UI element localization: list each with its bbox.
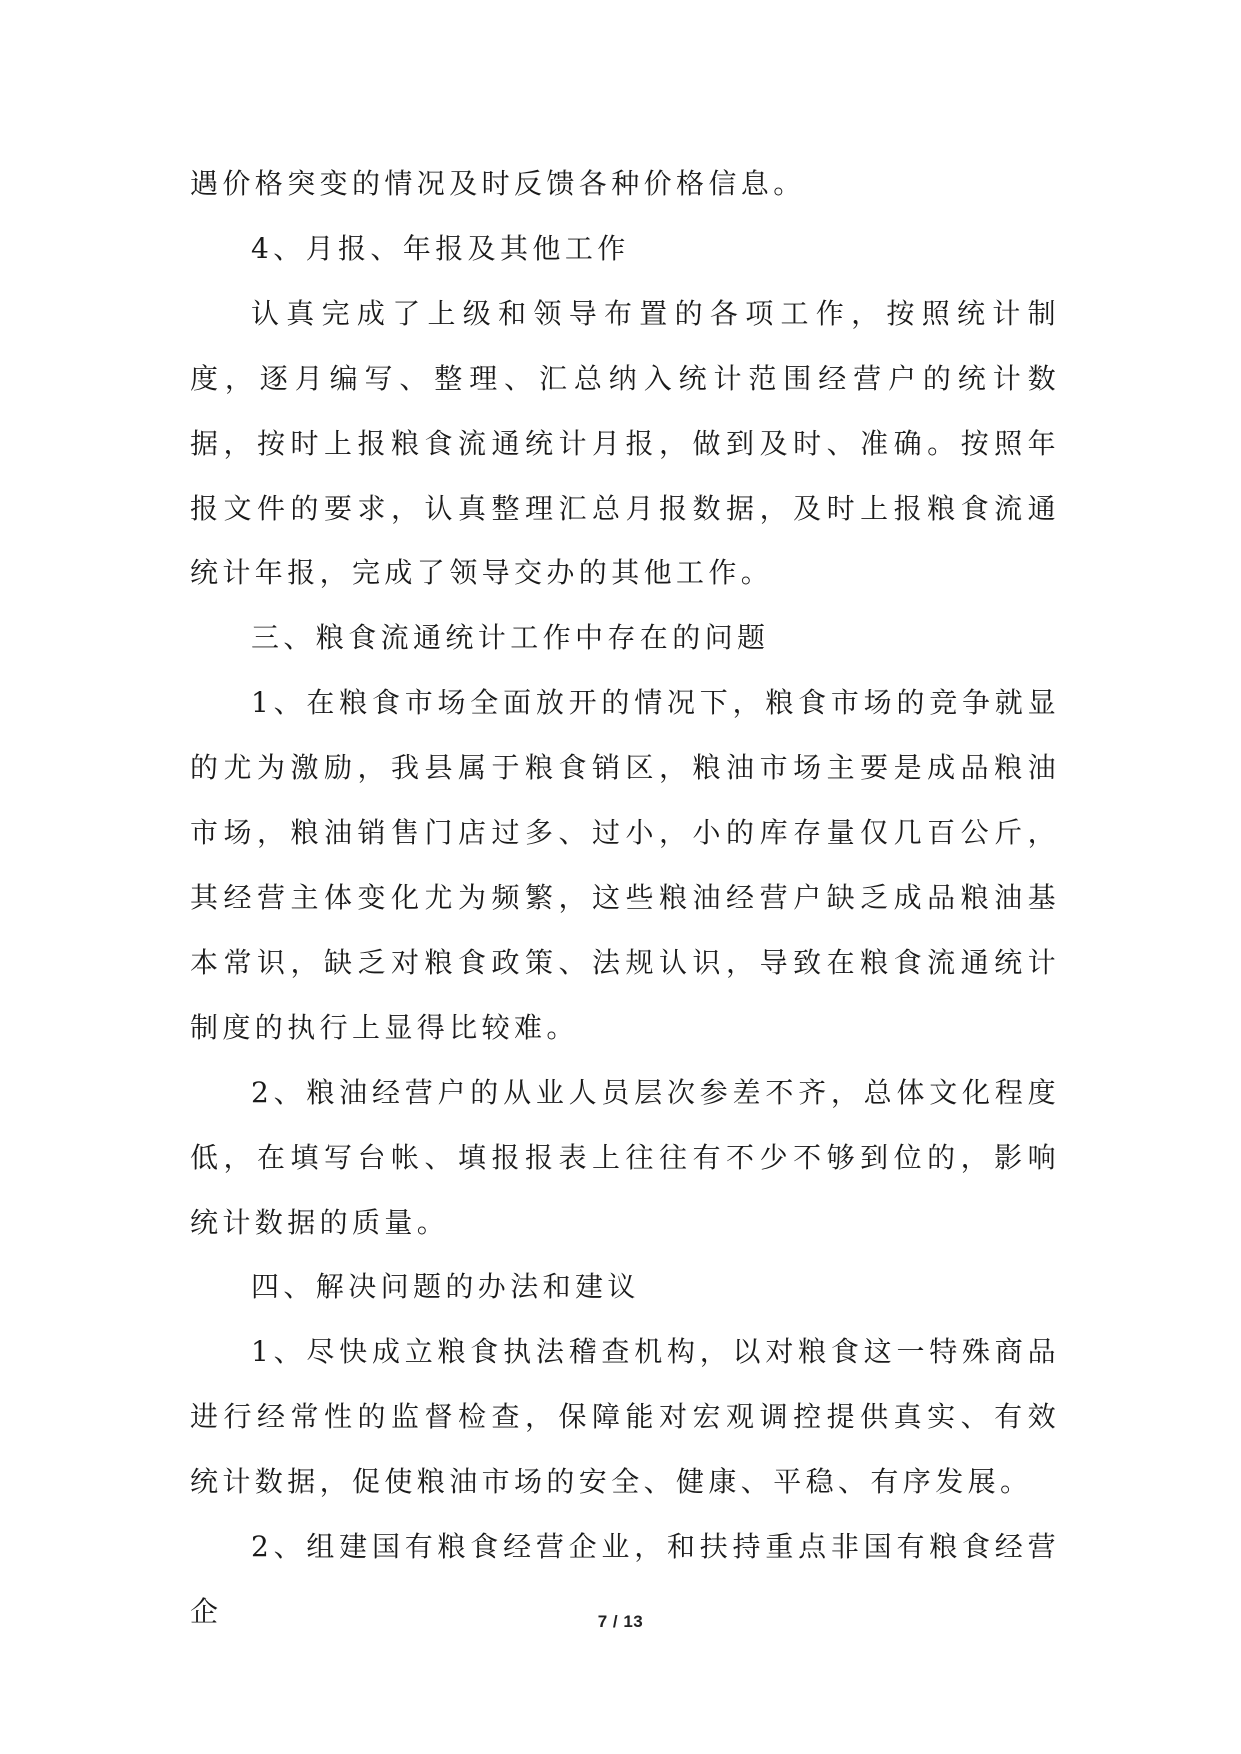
- section-heading-problems: 三、粮食流通统计工作中存在的问题: [251, 621, 770, 655]
- paragraph-6: 2、粮油经营户的从业人员层次参差不齐，总体文化程度低，在填写台帐、填报报表上往往有不少不够到位的，影响统计数据的质量。: [190, 1075, 1060, 1239]
- document-body: [190, 152, 1060, 1645]
- paragraph-1: 遇价格突变的情况及时反馈各种价格信息。: [190, 167, 806, 200]
- paragraph-5: 1、在粮食市场全面放开的情况下，粮食市场的竞争就显的尤为激励，我县属于粮食销区，粮油市场主要是成品粮油市场，粮油销售门店过多、过小，小的库存量仅几百公斤，其经营主体变化尤为频繁，这些粮油经营户缺乏成品粮油基本常识，缺乏对粮食政策、法规认识，导致在粮食流通统计制度的执行上显得比较难。: [190, 686, 1060, 1044]
- page-number: 7 / 13: [597, 1612, 644, 1631]
- paragraph-9: 2、组建国有粮食经营企业，和扶持重点非国有粮食经营企: [190, 1530, 1060, 1628]
- section-heading-monthly-annual-report: 4、月报、年报及其他工作: [251, 231, 630, 265]
- paragraph-8: 1、尽快成立粮食执法稽查机构，以对粮食这一特殊商品进行经常性的监督检查，保障能对宏观调控提供真实、有效统计数据，促使粮油市场的安全、健康、平稳、有序发展。: [190, 1335, 1060, 1499]
- section-heading-solutions: 四、解决问题的办法和建议: [251, 1270, 640, 1304]
- paragraph-3: 认真完成了上级和领导布置的各项工作，按照统计制度，逐月编写、整理、汇总纳入统计范围经营户的统计数据，按时上报粮食流通统计月报，做到及时、准确。按照年报文件的要求，认真整理汇总月报数据，及时上报粮食流通统计年报，完成了领导交办的其他工作。: [190, 296, 1060, 590]
